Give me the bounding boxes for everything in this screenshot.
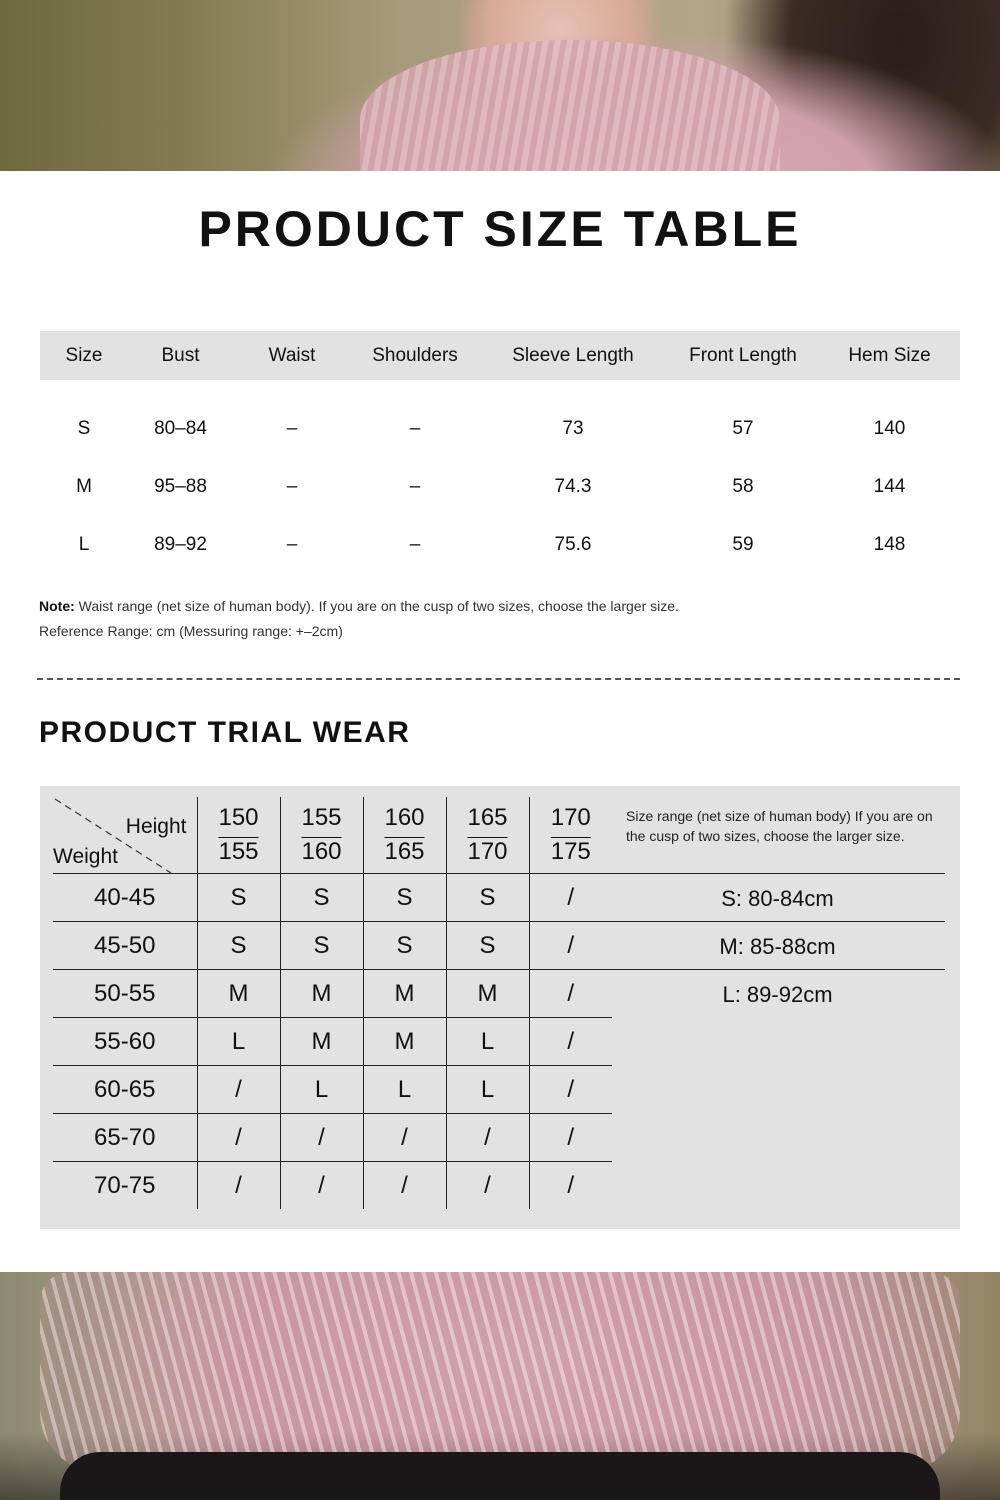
table-cell: 57 <box>732 418 754 439</box>
weight-cell: 40-45 <box>53 874 197 922</box>
height-column-header <box>363 797 446 874</box>
table-cell: – <box>286 418 298 439</box>
table-row <box>40 516 960 574</box>
trial-header-row <box>53 797 612 874</box>
note-label: Note: <box>39 598 75 614</box>
section-divider <box>37 678 960 680</box>
size-cell: L <box>363 1066 446 1114</box>
size-cell: M <box>363 1018 446 1066</box>
trial-row <box>53 1018 612 1066</box>
size-range-l: L: 89-92cm <box>722 982 833 1007</box>
height-column-header <box>529 797 612 874</box>
size-cell: / <box>197 1162 280 1210</box>
table-row <box>40 458 960 516</box>
size-note <box>39 594 679 644</box>
size-cell: / <box>529 922 612 970</box>
size-cell: S <box>197 874 280 922</box>
table-cell: 74.3 <box>554 476 592 497</box>
height-column-header <box>280 797 363 874</box>
size-cell: / <box>280 1162 363 1210</box>
trial-row <box>53 922 612 970</box>
height-min: 170 <box>550 804 591 832</box>
size-range-m: M: 85-88cm <box>610 922 945 970</box>
size-cell: S <box>280 874 363 922</box>
column-header: Bust <box>128 331 233 380</box>
table-cell: 59 <box>732 534 754 555</box>
weight-cell: 70-75 <box>94 1171 156 1199</box>
size-cell: M <box>446 970 529 1018</box>
column-header: Front Length <box>667 331 819 380</box>
weight-cell: 50-55 <box>53 970 197 1018</box>
trial-row <box>53 874 612 922</box>
size-cell: S <box>363 922 446 970</box>
size-cell: / <box>446 1162 529 1210</box>
note-line <box>39 594 679 619</box>
size-cell: L <box>280 1066 363 1114</box>
height-label: Height <box>125 815 187 838</box>
height-max: 170 <box>467 838 508 865</box>
table-cell: 144 <box>873 476 906 497</box>
table-cell: 140 <box>873 418 906 439</box>
height-column-header <box>197 797 280 874</box>
size-range-column <box>610 797 945 1018</box>
weight-cell: 60-65 <box>53 1066 197 1114</box>
size-cell: / <box>363 1114 446 1162</box>
weight-cell: 45-50 <box>53 922 197 970</box>
trial-wear-panel <box>40 786 960 1229</box>
trial-row <box>53 1162 612 1210</box>
size-cell: L <box>197 1018 280 1066</box>
trial-wear-table <box>53 797 612 1209</box>
column-header: Shoulders <box>351 331 479 380</box>
size-cell: / <box>529 970 612 1018</box>
height-min: 165 <box>467 804 508 832</box>
column-header: Sleeve Length <box>479 331 667 380</box>
size-cell: / <box>197 1066 280 1114</box>
table-row <box>40 380 960 458</box>
size-cell: S <box>280 922 363 970</box>
size-range-note: Size range (net size of human body) If you are on the cusp of two sizes, choose the larger size. <box>610 797 945 874</box>
trial-row <box>53 970 612 1018</box>
height-max: 155 <box>218 838 259 865</box>
size-range-s: S: 80-84cm <box>610 874 945 922</box>
size-cell: S <box>446 874 529 922</box>
table-cell: – <box>409 418 421 439</box>
weight-cell: 55-60 <box>53 1018 197 1066</box>
size-cell: S <box>363 874 446 922</box>
table-cell: – <box>409 534 421 555</box>
size-cell: M <box>280 1018 363 1066</box>
table-cell: 58 <box>732 476 754 497</box>
column-header: Hem Size <box>819 331 960 380</box>
height-max: 165 <box>384 838 425 865</box>
table-cell: M <box>76 476 92 497</box>
blouse-collar-detail <box>360 40 780 171</box>
table-cell: – <box>286 534 298 555</box>
height-column-header <box>446 797 529 874</box>
height-min: 150 <box>218 804 259 832</box>
column-header: Waist <box>233 331 351 380</box>
size-cell: / <box>446 1114 529 1162</box>
size-cell: / <box>363 1162 446 1210</box>
height-weight-corner <box>53 797 197 874</box>
top-product-photo <box>0 0 1000 171</box>
size-cell: / <box>529 1114 612 1162</box>
size-cell: M <box>363 970 446 1018</box>
size-cell: S <box>197 922 280 970</box>
table-cell: 89–92 <box>154 534 207 555</box>
table-cell: 95–88 <box>154 476 207 497</box>
weight-label: Weight <box>53 845 118 868</box>
size-table <box>40 331 960 574</box>
table-cell: L <box>78 534 90 555</box>
table-cell: 75.6 <box>554 534 592 555</box>
trial-row <box>53 1066 612 1114</box>
size-cell: L <box>446 1066 529 1114</box>
height-min: 155 <box>301 804 342 832</box>
size-cell: / <box>529 1018 612 1066</box>
height-min: 160 <box>384 804 425 832</box>
table-cell: – <box>286 476 298 497</box>
size-cell: L <box>446 1018 529 1066</box>
table-cell: 73 <box>562 418 584 439</box>
dark-skirt <box>60 1452 940 1500</box>
size-cell: / <box>529 1066 612 1114</box>
note-text: Waist range (net size of human body). If you are on the cusp of two sizes, choose the larger size. <box>74 598 679 614</box>
size-table-header <box>40 331 960 380</box>
size-cell: S <box>446 922 529 970</box>
size-cell: / <box>280 1114 363 1162</box>
size-cell: M <box>197 970 280 1018</box>
size-cell: / <box>529 1162 612 1210</box>
size-cell: / <box>197 1114 280 1162</box>
size-cell: / <box>529 874 612 922</box>
reference-range: Reference Range: cm (Messuring range: +–2cm) <box>39 623 343 639</box>
size-cell: M <box>280 970 363 1018</box>
page-title: PRODUCT SIZE TABLE <box>198 201 802 257</box>
bottom-product-photo <box>0 1272 1000 1500</box>
trial-wear-title: PRODUCT TRIAL WEAR <box>39 716 411 749</box>
table-cell: – <box>409 476 421 497</box>
table-cell: 148 <box>873 534 906 555</box>
column-header: Size <box>40 331 128 380</box>
height-max: 160 <box>301 838 342 865</box>
table-cell: S <box>77 418 91 439</box>
trial-row <box>53 1114 612 1162</box>
blouse-fabric-detail <box>40 1272 960 1472</box>
weight-cell: 65-70 <box>53 1114 197 1162</box>
height-max: 175 <box>550 838 591 865</box>
table-cell: 80–84 <box>154 418 207 439</box>
